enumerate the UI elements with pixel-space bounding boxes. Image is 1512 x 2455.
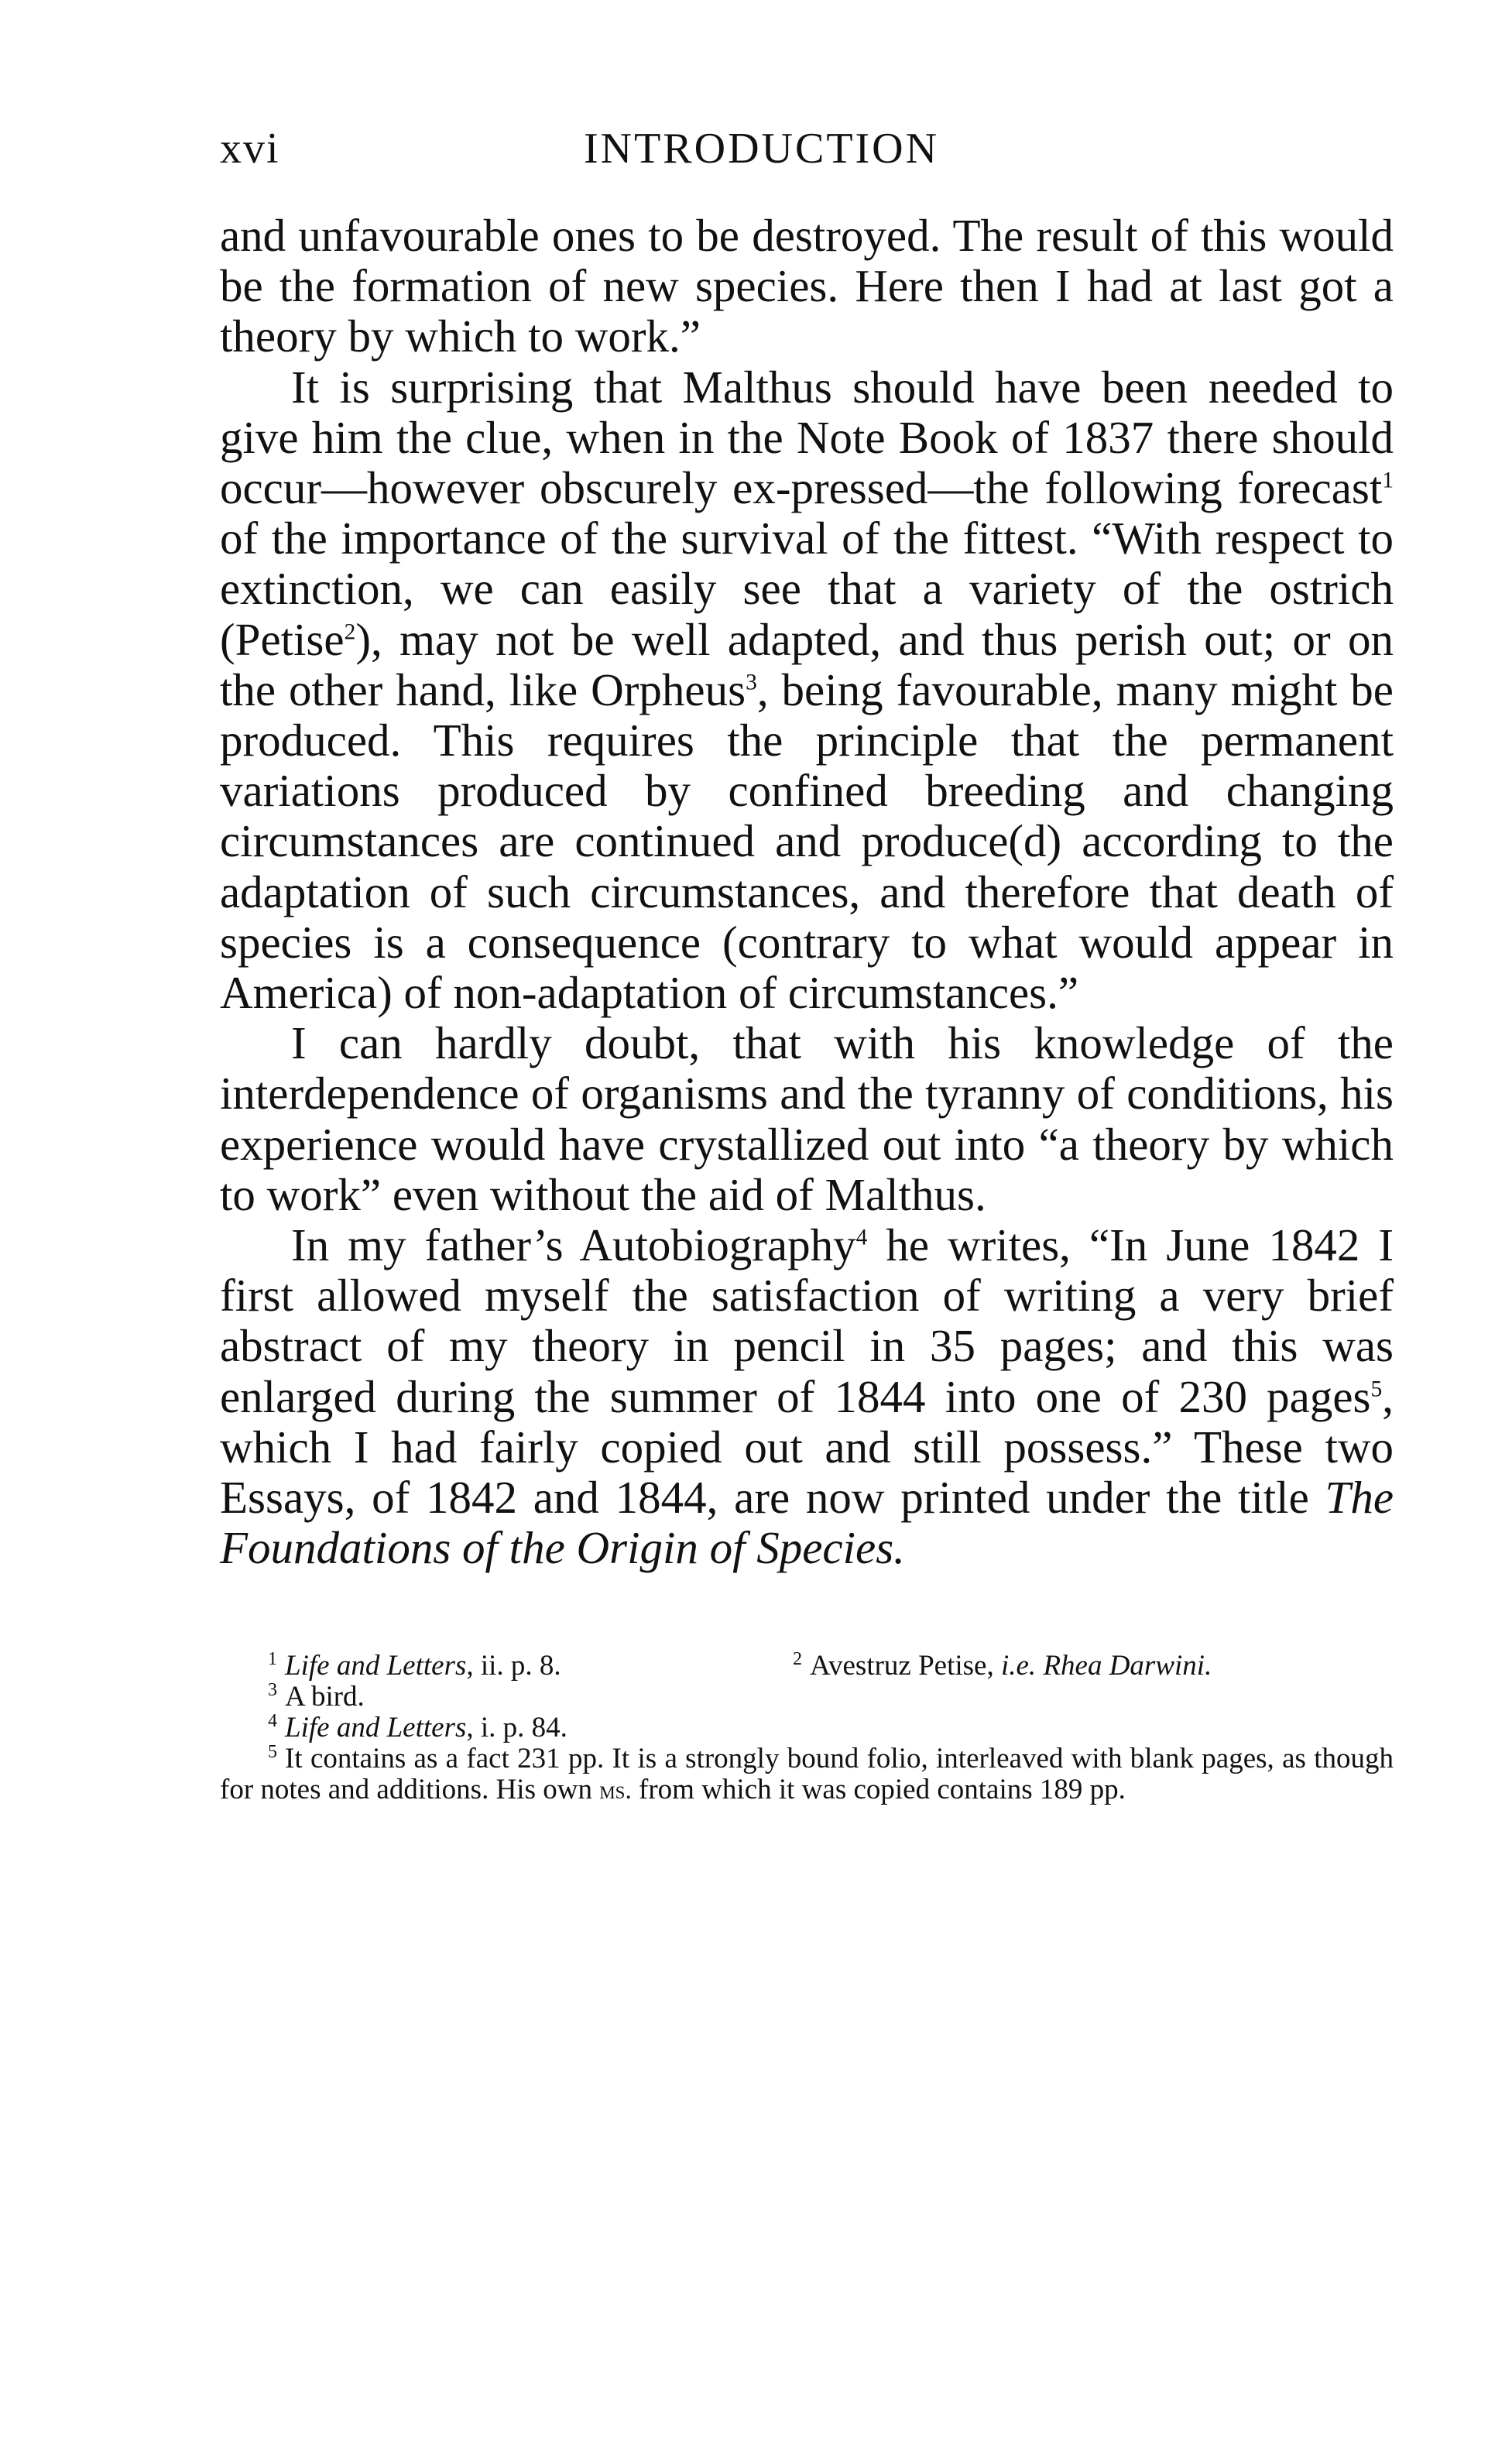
paragraph-4-text-a: In my father’s Autobiography — [291, 1219, 856, 1271]
paragraph-4-text-c: , which I had fairly copied out and still possess.” These two Essays, of 1842 and 1844, are now printed under the title — [220, 1370, 1394, 1524]
footnote-4-title: Life and Letters — [285, 1712, 467, 1744]
footnote-4 — [268, 1713, 567, 1744]
book-page — [220, 124, 1394, 1806]
footnote-2-number: 2 — [793, 1649, 803, 1670]
footnote-5 — [220, 1744, 1394, 1806]
footnote-4-number: 4 — [268, 1711, 278, 1732]
footnote-3-number: 3 — [268, 1680, 278, 1701]
paragraph-2-text-b: of the importance of the survival of the fittest. “With respect to extinction, we can easily see that a variety of the ostrich (Petise — [220, 513, 1394, 665]
paragraph-2 — [220, 362, 1394, 1019]
body-text — [220, 211, 1394, 1573]
paragraph-3-text: I can hardly doubt, that with his knowledge of the interdependence of organisms and the tyranny of conditions, his experience would have crystallized out into “a theory by which to work” even without the aid of Malthus. — [220, 1017, 1394, 1220]
footnote-row-4 — [220, 1713, 1394, 1744]
paragraph-1 — [220, 211, 1394, 362]
footnote-3-text: A bird. — [285, 1681, 365, 1713]
paragraph-4 — [220, 1220, 1394, 1573]
page-number: xvi — [220, 125, 280, 173]
paragraph-4-text-b: he writes, “In June 1842 I first allowed myself the satisfaction of writing a very brief abstract of my theory in pencil in 35 pages; and this was enlarged during the summer of 1844 into one of 230 pages — [220, 1219, 1394, 1422]
paragraph-2-text-c: ), may not be well adapted, and thus perish out; or on the other hand, like Orpheus — [220, 613, 1394, 715]
footnote-5-number: 5 — [268, 1742, 278, 1763]
paragraph-2-text-d: , being favourable, many might be produced. This requires the principle that the permanent variations produced by confined breeding and changing circumstances are continued and produce(d) according to the adaptation of such circumstances, and therefore that death of species is a consequence (contrary to what would appear in America) of non-adaptation of circumstances.” — [220, 663, 1394, 1019]
footnote-1 — [268, 1651, 561, 1682]
paragraph-2-text-a: It is surprising that Malthus should have been needed to give him the clue, when in the Note Book of 1837 there should occur—however obscurely ex-pressed—the following forecast — [220, 361, 1394, 514]
running-head — [220, 124, 1394, 186]
footnote-5-text-b: from which it was copied contains 189 pp. — [631, 1774, 1126, 1806]
footnote-5-text-a: It contains as a fact 231 pp. It is a strongly bound folio, interleaved with blank pages, as though for notes and additions. His own — [220, 1743, 1394, 1806]
footnote-2-text: Avestruz Petise, — [810, 1650, 1001, 1682]
footnote-ref-1: 1 — [1382, 468, 1394, 493]
footnote-ref-5: 5 — [1370, 1377, 1383, 1402]
footnote-3 — [268, 1682, 365, 1713]
footnote-row-1-2 — [220, 1651, 1394, 1682]
footnote-1-title: Life and Letters — [285, 1650, 467, 1682]
footnote-4-ref: , i. p. 84. — [466, 1712, 567, 1744]
footnote-ref-3: 3 — [746, 670, 757, 695]
footnote-1-number: 1 — [268, 1649, 278, 1670]
running-title: INTRODUCTION — [584, 125, 940, 173]
footnote-5-ms: ms. — [599, 1776, 632, 1805]
book-title: The Foundations of the Origin of Species. — [220, 1472, 1394, 1574]
paragraph-3 — [220, 1018, 1394, 1220]
footnote-ref-2: 2 — [344, 619, 356, 644]
footnote-2-ie: i.e. — [1000, 1650, 1037, 1682]
footnote-1-ref: , ii. p. 8. — [466, 1650, 561, 1682]
footnote-2-species: Rhea Darwini. — [1036, 1650, 1212, 1682]
footnote-ref-4: 4 — [855, 1225, 868, 1250]
footnote-2 — [793, 1651, 1212, 1682]
footnotes — [220, 1651, 1394, 1806]
paragraph-1-text: and unfavourable ones to be destroyed. The result of this would be the formation of new species. Here then I had at last got a theory by which to work.” — [220, 210, 1394, 362]
footnote-row-3 — [220, 1682, 1394, 1713]
